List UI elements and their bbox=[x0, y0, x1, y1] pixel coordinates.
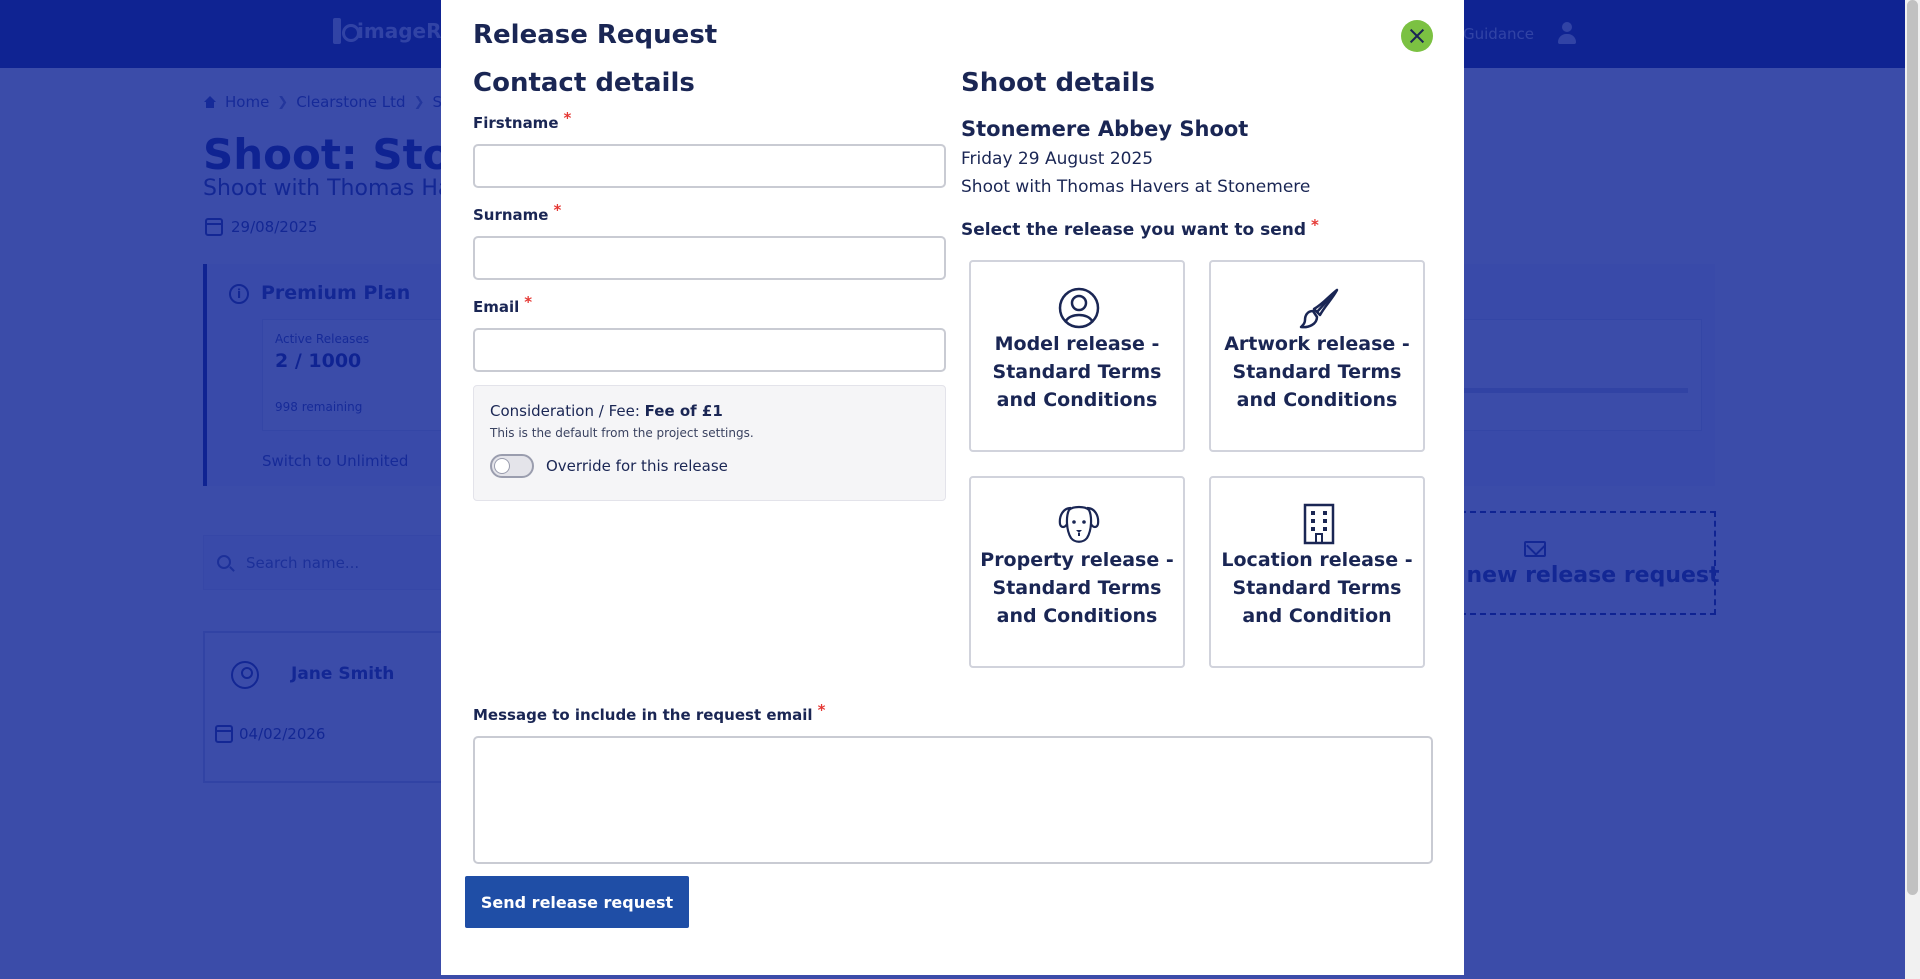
surname-field[interactable] bbox=[473, 236, 946, 280]
surname-label-text: Surname bbox=[473, 206, 549, 224]
send-release-request-button[interactable]: Send release request bbox=[465, 876, 689, 928]
artwork-release-card[interactable] bbox=[1209, 260, 1425, 452]
consideration-line bbox=[490, 402, 723, 420]
release-select-label-text: Select the release you want to send bbox=[961, 220, 1306, 240]
contact-details-heading: Contact details bbox=[473, 68, 695, 98]
artwork-release-label: Artwork release - Standard Terms and Conditions bbox=[1224, 333, 1410, 411]
consideration-value: Fee of £1 bbox=[644, 402, 723, 420]
firstname-field[interactable] bbox=[473, 144, 946, 188]
shoot-description: Shoot with Thomas Havers at Stonemere bbox=[961, 177, 1311, 197]
scrollbar-thumb[interactable] bbox=[1907, 0, 1918, 895]
dog-icon bbox=[1057, 502, 1101, 546]
firstname-label bbox=[473, 109, 572, 132]
toggle-knob bbox=[494, 458, 510, 474]
message-field[interactable] bbox=[473, 736, 1433, 864]
location-release-card[interactable] bbox=[1209, 476, 1425, 668]
message-label-text: Message to include in the request email bbox=[473, 706, 813, 724]
shoot-date: Friday 29 August 2025 bbox=[961, 149, 1154, 169]
location-release-label: Location release - Standard Terms and Condition bbox=[1221, 549, 1413, 627]
required-marker: * bbox=[817, 701, 826, 719]
shoot-details-heading: Shoot details bbox=[961, 68, 1155, 98]
email-label bbox=[473, 293, 533, 316]
modal-title: Release Request bbox=[473, 20, 718, 50]
firstname-label-text: Firstname bbox=[473, 114, 559, 132]
release-request-modal bbox=[441, 0, 1464, 975]
override-toggle-label[interactable]: Override for this release bbox=[546, 457, 728, 475]
required-marker: * bbox=[553, 201, 562, 219]
page-scrollbar[interactable] bbox=[1905, 0, 1920, 979]
model-release-label: Model release - Standard Terms and Conditions bbox=[992, 333, 1162, 411]
message-label bbox=[473, 701, 826, 724]
required-marker: * bbox=[563, 109, 572, 127]
email-label-text: Email bbox=[473, 298, 520, 316]
consideration-prefix: Consideration / Fee: bbox=[490, 402, 640, 420]
surname-label bbox=[473, 201, 562, 224]
brush-icon bbox=[1297, 286, 1341, 330]
email-field[interactable] bbox=[473, 328, 946, 372]
shoot-name: Stonemere Abbey Shoot bbox=[961, 117, 1249, 141]
consideration-note: This is the default from the project settings. bbox=[490, 426, 754, 440]
building-icon bbox=[1297, 502, 1341, 546]
close-button[interactable] bbox=[1401, 20, 1433, 52]
release-select-label bbox=[961, 216, 1319, 240]
required-marker: * bbox=[524, 293, 533, 311]
override-toggle[interactable] bbox=[490, 454, 534, 478]
property-release-card[interactable] bbox=[969, 476, 1185, 668]
model-release-card[interactable] bbox=[969, 260, 1185, 452]
consideration-panel bbox=[473, 385, 946, 501]
required-marker: * bbox=[1311, 216, 1319, 234]
property-release-label: Property release - Standard Terms and Conditions bbox=[980, 549, 1174, 627]
person-circle-icon bbox=[1057, 286, 1101, 330]
